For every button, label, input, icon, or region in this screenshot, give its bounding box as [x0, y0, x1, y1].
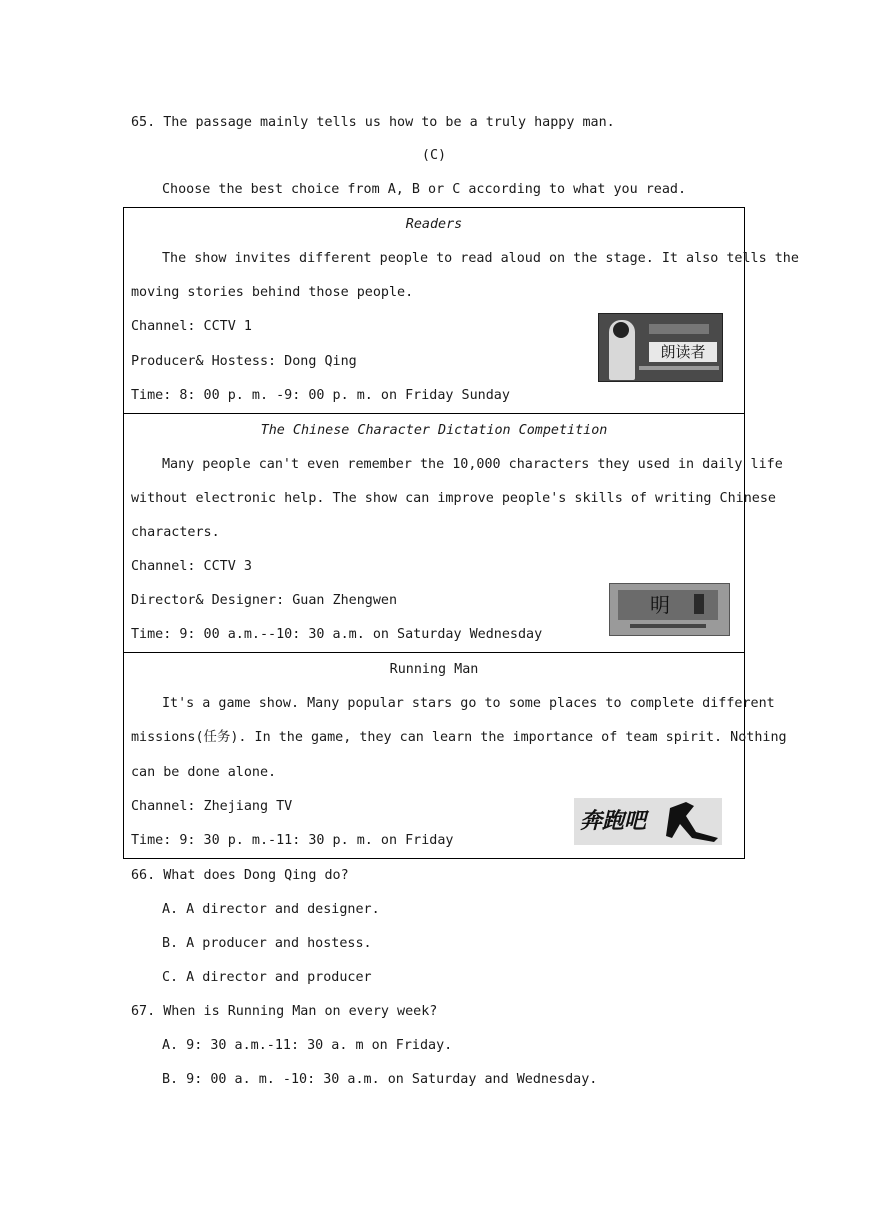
- readers-logo-image: [598, 313, 723, 382]
- dictation-logo-text: 明: [650, 593, 670, 617]
- show-director: Director& Designer: Guan Zhengwen: [131, 593, 398, 608]
- show-description-line: The show invites different people to read aloud on the stage. It also tells the: [162, 251, 799, 266]
- running-man-logo-text: 奔跑吧: [580, 809, 647, 834]
- show-time: Time: 8: 00 p. m. -9: 00 p. m. on Friday Sunday: [131, 388, 510, 403]
- show-producer: Producer& Hostess: Dong Qing: [131, 354, 357, 369]
- option-67-a: A. 9: 30 a.m.-11: 30 a. m on Friday.: [162, 1038, 453, 1053]
- option-67-b: B. 9: 00 a. m. -10: 30 a.m. on Saturday and Wednesday.: [162, 1072, 598, 1087]
- show-description-line: missions(任务). In the game, they can learn the importance of team spirit. Nothing: [131, 730, 787, 745]
- show-channel: Channel: CCTV 1: [131, 319, 252, 334]
- question-66: 66. What does Dong Qing do?: [131, 868, 349, 883]
- show-time: Time: 9: 30 p. m.-11: 30 p. m. on Friday: [131, 833, 454, 848]
- option-66-c: C. A director and producer: [162, 970, 372, 985]
- show-description-line: characters.: [131, 525, 220, 540]
- question-67: 67. When is Running Man on every week?: [131, 1004, 438, 1019]
- table-divider: [123, 413, 745, 414]
- show-channel: Channel: Zhejiang TV: [131, 799, 293, 814]
- show-title-dictation: The Chinese Character Dictation Competition: [260, 423, 608, 438]
- section-label: (C): [421, 148, 447, 163]
- show-description-line: without electronic help. The show can improve people's skills of writing Chinese: [131, 491, 776, 506]
- option-66-a: A. A director and designer.: [162, 902, 380, 917]
- show-description-line: can be done alone.: [131, 765, 277, 780]
- option-66-b: B. A producer and hostess.: [162, 936, 372, 951]
- running-figure-icon: [574, 798, 722, 845]
- show-description-line: It's a game show. Many popular stars go to some places to complete different: [162, 696, 775, 711]
- dictation-logo-image: [609, 583, 730, 636]
- question-65: 65. The passage mainly tells us how to be a truly happy man.: [131, 115, 615, 130]
- instruction: Choose the best choice from A, B or C according to what you read.: [162, 182, 687, 197]
- table-divider: [123, 652, 745, 653]
- show-title-running-man: Running Man: [389, 662, 479, 677]
- running-man-logo-image: [574, 798, 722, 845]
- show-time: Time: 9: 00 a.m.--10: 30 a.m. on Saturday Wednesday: [131, 627, 543, 642]
- show-title-readers: Readers: [405, 217, 463, 232]
- readers-logo-text: 朗读者: [649, 342, 717, 362]
- show-channel: Channel: CCTV 3: [131, 559, 252, 574]
- show-description-line: moving stories behind those people.: [131, 285, 414, 300]
- show-description-line: Many people can't even remember the 10,000 characters they used in daily life: [162, 457, 783, 472]
